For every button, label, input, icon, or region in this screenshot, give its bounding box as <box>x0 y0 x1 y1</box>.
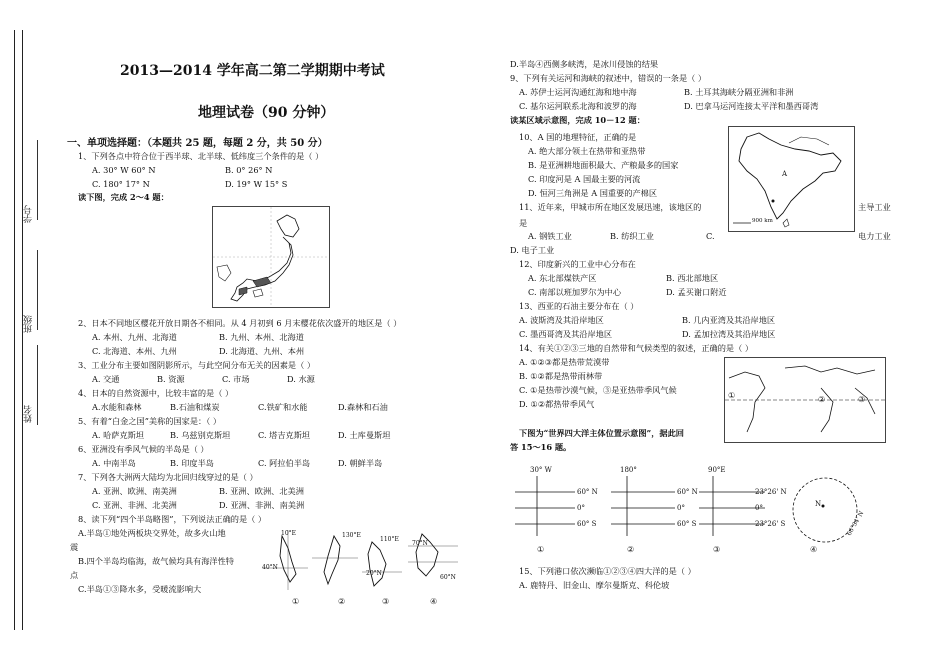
ocean3-lat-s: 23°26' S <box>755 520 786 528</box>
q9-option-a[interactable]: A. 苏伊士运河沟通红海和地中海 <box>519 87 637 97</box>
class-label: 班级 <box>24 315 34 333</box>
band-point-1: ① <box>728 390 736 400</box>
q11-stem-is: 是 <box>519 218 528 228</box>
q13-option-c[interactable]: C. 墨西哥湾及其沿岸地区 <box>519 329 613 339</box>
q2-option-a[interactable]: A. 本州、九州、北海道 <box>92 332 177 342</box>
ocean3-lat-n: 23°26' N <box>755 488 787 496</box>
label-10e: 10°E <box>281 530 297 537</box>
q7-option-c[interactable]: C. 亚洲、非洲、北美洲 <box>92 500 177 510</box>
q14-option-d[interactable]: D. ①②都热带季风气 <box>519 399 595 409</box>
q10-stem: 10、A 国的地理特征，正确的是 <box>519 132 637 142</box>
q12-option-b[interactable]: B. 西北部地区 <box>666 273 719 283</box>
q3-option-c[interactable]: C. 市场 <box>222 374 250 384</box>
q4-stem: 4、日本的自然资源中，比较丰富的是（ ） <box>78 388 234 398</box>
q5-stem: 5、有着“白金之国”美称的国家是：（ ） <box>78 416 222 426</box>
q11-option-d[interactable]: D. 电子工业 <box>510 245 555 255</box>
read-instruction-2: 读某区域示意图，完成 10－12 题： <box>510 115 645 125</box>
q14-option-c[interactable]: C. ①是热带沙漠气候，③是亚热带季风气候 <box>519 385 677 395</box>
ocean4-pole-label: N <box>815 500 822 508</box>
ocean3-lat-0: 0° <box>755 504 763 512</box>
q11-option-c[interactable]: C. <box>706 231 715 241</box>
ocean-diagrams <box>515 462 895 568</box>
q6-option-a[interactable]: A. 中南半岛 <box>92 458 136 468</box>
ocean4-lat-label: 66°34' N <box>845 510 866 537</box>
q9-option-b[interactable]: B. 土耳其海峡分隔亚洲和非洲 <box>684 87 794 97</box>
q4-option-a[interactable]: A.水能和森林 <box>92 402 142 412</box>
q13-option-d[interactable]: D. 孟加拉湾及其沿岸地区 <box>682 329 776 339</box>
ocean2-lat-60s: 60° S <box>677 520 697 528</box>
ocean1-label: ① <box>537 544 545 554</box>
ocean1-lat-60s: 60° S <box>577 520 597 528</box>
q5-option-d[interactable]: D. 土库曼斯坦 <box>338 430 391 440</box>
exam-title: 2013—2014 学年高二第二学期期中考试 <box>120 63 385 79</box>
q8-option-c[interactable]: C.半岛①③降水多，受暖流影响大 <box>78 584 202 594</box>
q4-option-c[interactable]: C.铁矿和水能 <box>258 402 308 412</box>
peninsula-3-label: ③ <box>382 596 390 606</box>
binding-line-inner <box>14 30 15 630</box>
q7-option-b[interactable]: B. 亚洲、欧洲、北美洲 <box>219 486 304 496</box>
q6-stem: 6、亚洲没有季风气候的半岛是（ ） <box>78 444 209 454</box>
q14-option-b[interactable]: B. ①②都是热带雨林带 <box>519 371 603 381</box>
name-label: 姓名 <box>24 405 34 423</box>
exam-subtitle: 地理试卷（90 分钟） <box>198 105 335 121</box>
read-instruction-3-cont: 答 15～16 题。 <box>510 442 572 452</box>
q8-option-a[interactable]: A.半岛①地处两板块交界处，故多火山地 <box>78 528 226 538</box>
peninsula-4-label: ④ <box>430 596 438 606</box>
label-40n: 40°N <box>262 564 278 571</box>
q1-option-d[interactable]: D. 19° W 15° S <box>225 179 288 189</box>
ocean3-label: ③ <box>713 544 721 554</box>
q4-option-b[interactable]: B.石油和煤炭 <box>170 402 220 412</box>
peninsula-1-label: ① <box>292 596 300 606</box>
q12-option-c[interactable]: C. 南部以班加罗尔为中心 <box>528 287 622 297</box>
ocean2-lat-60n: 60° N <box>677 488 698 496</box>
student-id-line[interactable] <box>37 140 38 220</box>
q10-option-d[interactable]: D. 恒河三角洲是 A 国重要的产棉区 <box>528 188 658 198</box>
country-a-label: A <box>782 170 788 178</box>
q6-option-d[interactable]: D. 朝鲜半岛 <box>338 458 383 468</box>
q3-option-d[interactable]: D. 水源 <box>287 374 315 384</box>
class-line[interactable] <box>37 250 38 330</box>
q11-stem-tail: 主导工业 <box>858 202 891 212</box>
q7-stem: 7、下列各大洲两大陆均为北回归线穿过的是（ ） <box>78 472 258 482</box>
read-instruction-3: 下图为“世界四大洋主体位置示意图”，据此回 <box>519 428 684 438</box>
band-point-2: ② <box>818 394 826 404</box>
q10-option-c[interactable]: C. 印度河是 A 国最主要的河流 <box>528 174 641 184</box>
student-id-label: 学号 <box>24 205 34 223</box>
q13-option-a[interactable]: A. 波斯湾及其沿岸地区 <box>519 315 604 325</box>
q9-option-d[interactable]: D. 巴拿马运河连接太平洋和墨西哥湾 <box>684 101 819 111</box>
q7-option-d[interactable]: D. 亚洲、非洲、南美洲 <box>219 500 305 510</box>
india-region-map <box>728 126 855 232</box>
ocean2-lon-label: 180° <box>620 466 637 474</box>
q2-option-c[interactable]: C. 北海道、本州、九州 <box>92 346 177 356</box>
q8-option-d[interactable]: D.半岛④西侧多峡湾，是冰川侵蚀的结果 <box>510 59 659 69</box>
q1-option-b[interactable]: B. 0° 26° N <box>225 165 273 175</box>
q13-stem: 13、西亚的石油主要分布在（ ） <box>519 301 639 311</box>
q12-stem: 12、印度新兴的工业中心分布在 <box>519 259 636 269</box>
label-70n: 70°N <box>412 540 428 547</box>
q1-option-c[interactable]: C. 180° 17° N <box>92 179 150 189</box>
q11-stem: 11、近年来，甲城市所在地区发展迅速，该地区的 <box>519 202 702 212</box>
peninsula-sketches <box>262 528 462 606</box>
label-110e: 110°E <box>380 536 399 543</box>
q8-option-b[interactable]: B.四个半岛均临海，故气候均具有海洋性特 <box>78 556 234 566</box>
scale-label: 900 km <box>752 218 773 224</box>
q14-stem: 14、有关①②③三地的自然带和气候类型的叙述，正确的是（ ） <box>519 343 754 353</box>
ocean4-label: ④ <box>810 544 818 554</box>
q4-option-d[interactable]: D.森林和石油 <box>338 402 388 412</box>
q13-option-b[interactable]: B. 几内亚湾及其沿岸地区 <box>682 315 776 325</box>
q9-stem: 9、下列有关运河和海峡的叙述中，错误的一条是（ ） <box>510 73 707 83</box>
q12-option-a[interactable]: A. 东北部煤铁产区 <box>528 273 597 283</box>
q15-option-a[interactable]: A. 鹿特丹、旧金山、摩尔曼斯克、科伦坡 <box>519 580 670 590</box>
q9-option-c[interactable]: C. 基尔运河联系北海和波罗的海 <box>519 101 637 111</box>
q15-stem: 15、下列港口依次濒临①②③④四大洋的是（ ） <box>519 566 696 576</box>
q14-option-a[interactable]: A. ①②③都是热带荒漠带 <box>519 357 610 367</box>
q8-option-b-cont: 点 <box>70 570 79 580</box>
ocean2-lat-0: 0° <box>677 504 685 512</box>
name-line[interactable] <box>37 345 38 425</box>
q5-option-a[interactable]: A. 哈萨克斯坦 <box>92 430 145 440</box>
q8-stem: 8、读下列“四个半岛略图”，下列说法正确的是（ ） <box>78 514 267 524</box>
ocean2-label: ② <box>627 544 635 554</box>
q5-option-b[interactable]: B. 乌兹别克斯坦 <box>170 430 231 440</box>
q1-stem: 1、下列各点中符合位于西半球、北半球、低纬度三个条件的是（ ） <box>78 151 324 161</box>
q2-option-d[interactable]: D. 北海道、九州、本州 <box>219 346 305 356</box>
ocean1-lat-0: 0° <box>577 504 585 512</box>
read-instruction-1: 读下图，完成 2～4 题： <box>78 192 169 202</box>
q10-option-a[interactable]: A. 绝大部分领土在热带和亚热带 <box>528 146 646 156</box>
q7-option-a[interactable]: A. 亚洲、欧洲、南美洲 <box>92 486 177 496</box>
label-60n: 60°N <box>440 574 456 581</box>
peninsula-2-label: ② <box>338 596 346 606</box>
q5-option-c[interactable]: C. 塔吉克斯坦 <box>258 430 311 440</box>
q3-option-a[interactable]: A. 交通 <box>92 374 120 384</box>
label-20n: 20°N <box>366 570 382 577</box>
q8-option-a-cont: 震 <box>70 542 79 552</box>
q11-option-c-text: 电力工业 <box>858 231 891 241</box>
q3-stem: 3、工业分布主要如图阴影所示，与此空间分布无关的因素是（ ） <box>78 360 316 370</box>
q3-option-b[interactable]: B. 资源 <box>157 374 185 384</box>
ocean1-lon-label: 30° W <box>530 466 552 474</box>
q6-option-c[interactable]: C. 阿拉伯半岛 <box>258 458 311 468</box>
q2-stem: 2、日本不同地区樱花开放日期各不相同。从 4 月初到 6 月末樱花依次盛开的地区是（ ） <box>78 318 402 328</box>
q10-option-b[interactable]: B. 是亚洲耕地面积最大、产粮最多的国家 <box>528 160 679 170</box>
band-point-3: ③ <box>858 394 866 404</box>
q2-option-b[interactable]: B. 九州、本州、北海道 <box>219 332 304 342</box>
ocean1-lat-60n: 60° N <box>577 488 598 496</box>
q6-option-b[interactable]: B. 印度半岛 <box>170 458 214 468</box>
q11-option-b[interactable]: B. 纺织工业 <box>610 231 654 241</box>
q11-option-a[interactable]: A. 钢铁工业 <box>528 231 572 241</box>
japan-map <box>212 206 330 308</box>
ocean3-lon-label: 90°E <box>708 466 726 474</box>
section-heading: 一、单项选择题：（本题共 25 题，每题 2 分，共 50 分） <box>67 138 328 149</box>
q12-option-d[interactable]: D. 孟买谢口附近 <box>666 287 727 297</box>
q1-option-a[interactable]: A. 30° W 60° N <box>92 165 156 175</box>
label-130e: 130°E <box>342 532 361 539</box>
